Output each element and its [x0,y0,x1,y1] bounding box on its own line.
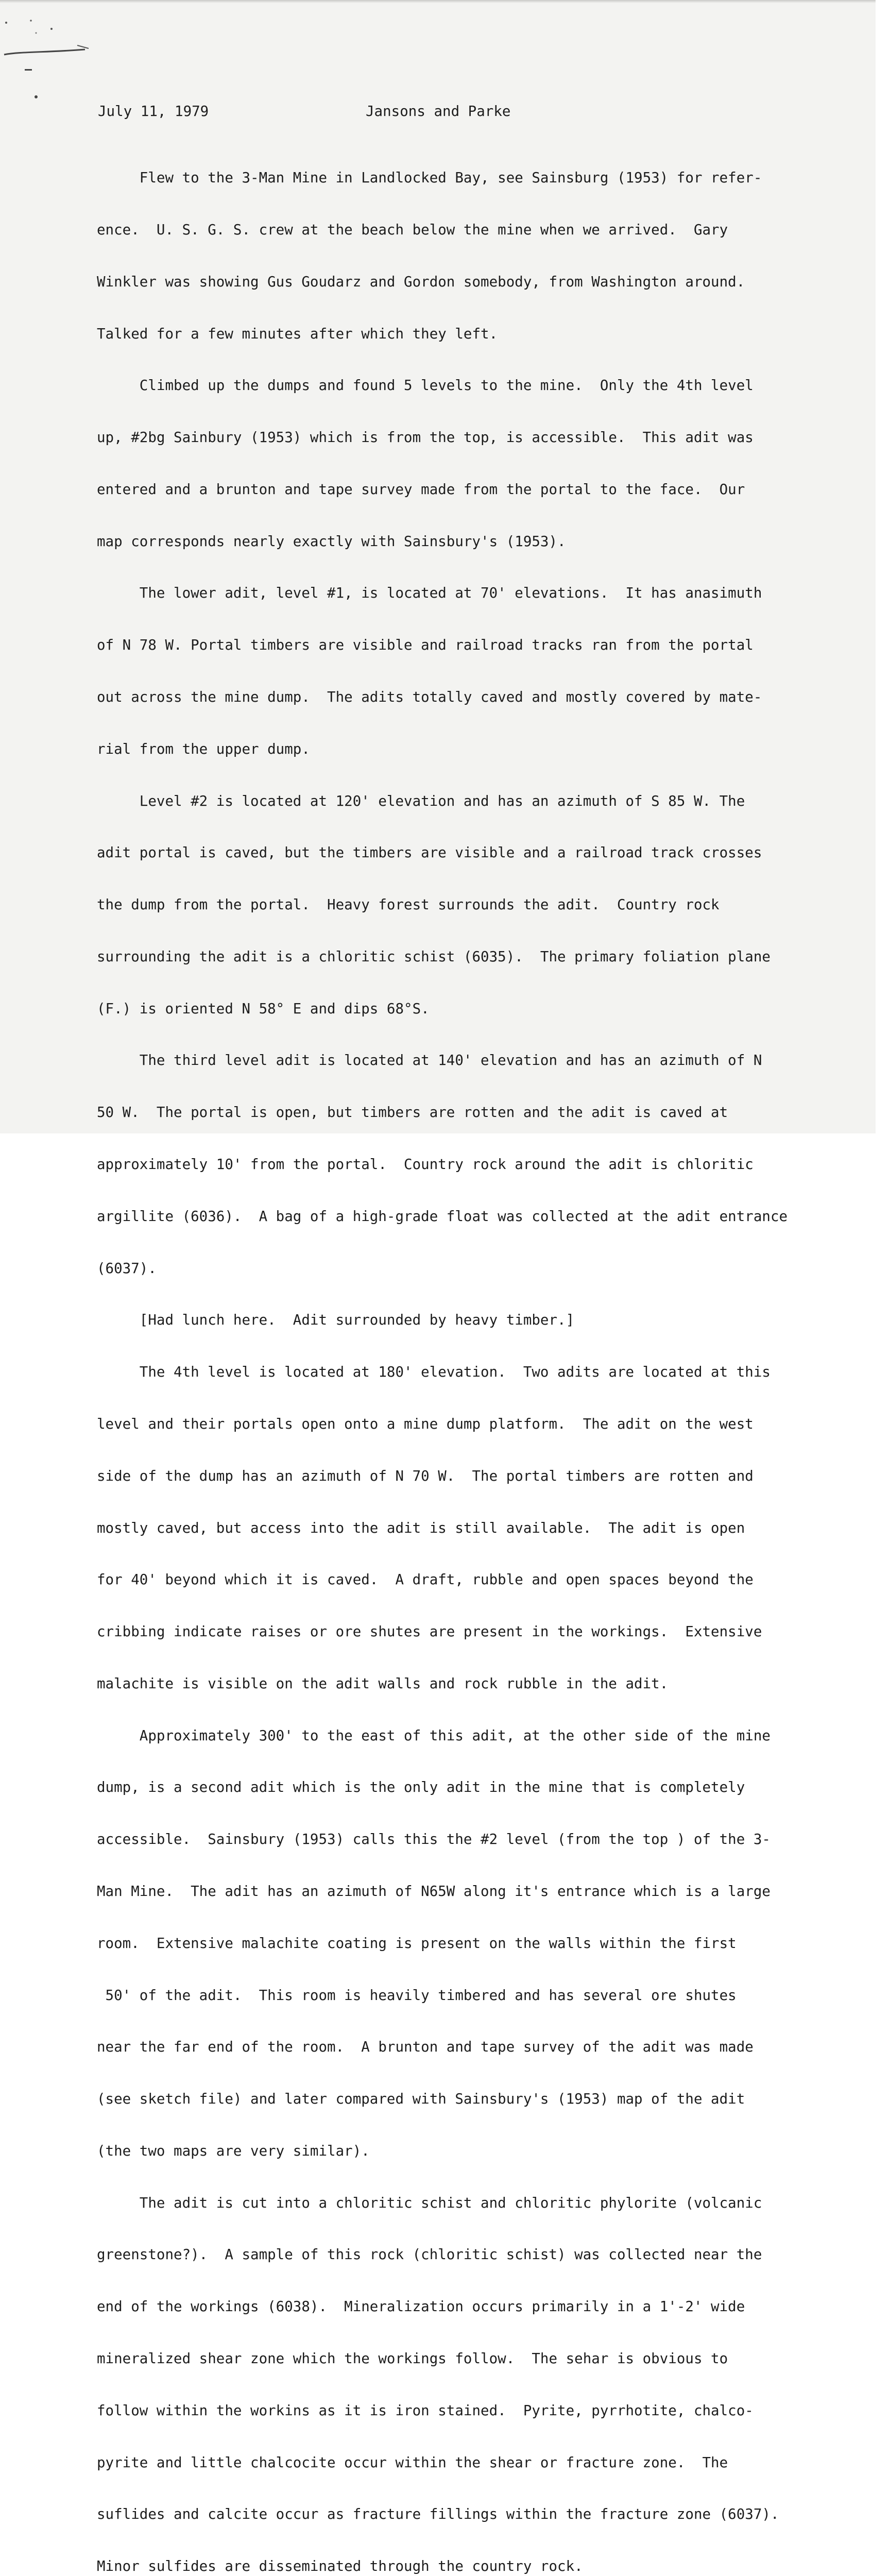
margin-smudge-marks [0,15,103,103]
entry-date: July 11, 1979 [98,103,209,120]
text-line: greenstone?). A sample of this rock (chloritic schist) was collected near the [97,2246,762,2263]
text-line: Minor sulfides are disseminated through the country rock. [97,2558,583,2575]
text-line: pyrite and little chalcocite occur within the shear or fracture zone. The [97,2454,728,2471]
entry-header [98,101,767,122]
text-line: Talked for a few minutes after which they left. [97,325,498,342]
text-line: mineralized shear zone which the workings follow. The sehar is obvious to [97,2350,728,2367]
text-line: Level #2 is located at 120' elevation and has an azimuth of S 85 W. The [97,792,745,809]
text-line: mostly caved, but access into the adit is still available. The adit is open [97,1519,745,1536]
text-line: approximately 10' from the portal. Country rock around the adit is chloritic [97,1156,754,1173]
text-line: up, #2bg Sainbury (1953) which is from the top, is accessible. This adit was [97,429,754,446]
text-line: suflides and calcite occur as fracture fillings within the fracture zone (6037). [97,2506,779,2523]
text-line: [Had lunch here. Adit surrounded by heavy timber.] [97,1312,575,1329]
text-line: The 4th level is located at 180' elevation. Two adits are located at this [97,1364,771,1381]
text-line: 50 W. The portal is open, but timbers are rotten and the adit is caved at [97,1104,728,1121]
text-line: for 40' beyond which it is caved. A draft, rubble and open spaces beyond the [97,1571,754,1588]
text-line: Approximately 300' to the east of this adit, at the other side of the mine [97,1727,771,1744]
text-line: Winkler was showing Gus Goudarz and Gordon somebody, from Washington around. [97,273,745,290]
text-line: dump, is a second adit which is the only adit in the mine that is completely [97,1779,745,1796]
text-line: cribbing indicate raises or ore shutes are present in the workings. Extensive [97,1623,762,1640]
text-line: surrounding the adit is a chloritic schist (6035). The primary foliation plane [97,948,771,965]
text-line: out across the mine dump. The adits totally caved and mostly covered by mate- [97,689,762,705]
text-line: malachite is visible on the adit walls and rock rubble in the adit. [97,1675,669,1692]
text-line: map corresponds nearly exactly with Sainsbury's (1953). [97,533,566,550]
field-notes-body [97,135,818,2576]
text-line: Man Mine. The adit has an azimuth of N65W along it's entrance which is a large [97,1883,771,1900]
text-line: entered and a brunton and tape survey made from the portal to the face. Our [97,481,745,498]
text-line: Flew to the 3-Man Mine in Landlocked Bay, see Sainsburg (1953) for refer- [97,170,762,187]
scan-margin [876,0,890,1133]
text-line: follow within the workins as it is iron stained. Pyrite, pyrrhotite, chalco- [97,2402,754,2419]
page-top-edge [0,0,876,3]
text-line: Climbed up the dumps and found 5 levels to the mine. Only the 4th level [97,377,754,394]
text-line: 50' of the adit. This room is heavily timbered and has several ore shutes [97,1987,737,2004]
text-line: (the two maps are very similar). [97,2142,370,2159]
text-line: ence. U. S. G. S. crew at the beach below the mine when we arrived. Gary [97,221,728,238]
text-line: the dump from the portal. Heavy forest surrounds the adit. Country rock [97,896,720,913]
text-line: (F.) is oriented N 58° E and dips 68°S. [97,1000,430,1017]
text-line: accessible. Sainsbury (1953) calls this the #2 level (from the top ) of the 3- [97,1831,771,1848]
text-line: The adit is cut into a chloritic schist and chloritic phylorite (volcanic [97,2194,762,2211]
text-line: end of the workings (6038). Mineralization occurs primarily in a 1'-2' wide [97,2298,745,2315]
text-line: side of the dump has an azimuth of N 70 W. The portal timbers are rotten and [97,1467,754,1484]
text-line: of N 78 W. Portal timbers are visible and railroad tracks ran from the portal [97,637,754,654]
text-line: (6037). [97,1260,157,1277]
text-line: The lower adit, level #1, is located at 70' elevations. It has anasimuth [97,585,762,602]
text-line: level and their portals open onto a mine dump platform. The adit on the west [97,1415,754,1432]
text-line: argillite (6036). A bag of a high-grade float was collected at the adit entrance [97,1208,788,1225]
text-line: (see sketch file) and later compared with Sainsbury's (1953) map of the adit [97,2091,745,2108]
text-line: rial from the upper dump. [97,740,310,757]
text-line: room. Extensive malachite coating is present on the walls within the first [97,1935,737,1952]
text-line: The third level adit is located at 140' elevation and has an azimuth of N [97,1052,762,1069]
text-line: adit portal is caved, but the timbers are visible and a railroad track crosses [97,844,762,861]
text-line: near the far end of the room. A brunton and tape survey of the adit was made [97,2039,754,2056]
entry-authors: Jansons and Parke [366,103,511,120]
